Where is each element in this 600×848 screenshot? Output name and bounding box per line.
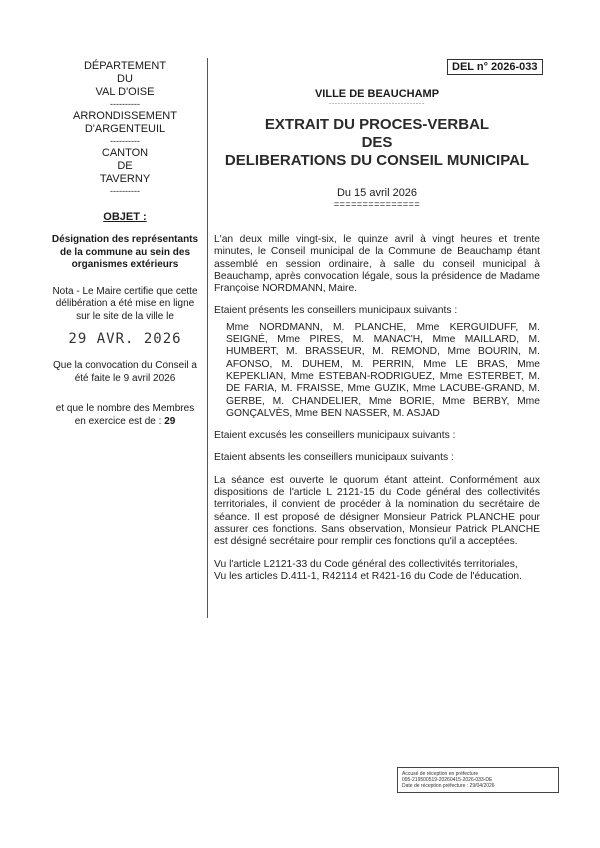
excuses-label: Etaient excusés les conseillers municipaux suivants : [214, 430, 456, 442]
left-column [50, 60, 200, 428]
presents-list: Mme NORDMANN, M. PLANCHE, Mme KERGUIDUFF, M. SEIGNÉ, Mme PIRES, M. MANAC'H, Mme MAILLARD, M. HUMBERT, M. BRASSEUR, M. REMOND, Mme BOURIN, M. AFONSO, M. DUHEM, M. PERRIN, Mme LE BRAS, Mme KEPEKLIAN, Mme ESTEBAN-RODRIGUEZ, Mme ESTERBET, M. DE FARIA, M. FRAISSE, Mme GUZIK, Mme LACUBE-GRAND, M. GERBE, M. CHANDELIER, Mme BORIE, Mme BERBY, Mme GONÇALVÈS, Mme BEN NASSER, M. ASJAD [226, 321, 540, 419]
argenteuil-label: D'ARGENTEUIL [84, 123, 166, 135]
val-doise-label: VAL D'OISE [95, 86, 155, 98]
members-text [50, 403, 200, 428]
seance-paragraph: La séance est ouverte le quorum étant atteint. Conformément aux dispositions de l'article L 2121-15 du Code général des collectivités territoriales, il convient de procéder à la nomination du secrétaire de séance. Il est proposé de désigner Monsieur Patrick PLANCHE pour assurer ces fonctions. Sans observation, Monsieur Patrick PLANCHE est désigné secrétaire pour remplir ces fonctions qu'il a acceptées. [214, 474, 540, 548]
absents-label: Etaient absents les conseillers municipaux suivants : [214, 452, 454, 464]
column-divider [207, 58, 208, 618]
ville-title: VILLE DE BEAUCHAMP [314, 88, 440, 100]
departement-label: DÉPARTEMENT [83, 60, 167, 72]
prefecture-receipt-box [397, 767, 559, 793]
convocation-text: Que la convocation du Conseil a été faite le 9 avril 2026 [53, 360, 197, 384]
receipt-line-1: Accusé de réception en préfecture [402, 771, 479, 777]
deliberation-reference: DEL n° 2026-033 [447, 59, 543, 75]
minutes-body [214, 234, 540, 583]
title-line-2: DES [361, 134, 393, 151]
intro-paragraph: L'an deux mille vingt-six, le quinze avril à vingt heures et trente minutes, le Conseil municipal de la Commune de Beauchamp étant assemblé en session ordinaire, à salle du conseil municipal à Beauchamp, après convocation légale, sous la présidence de Madame Françoise NORDMANN, Maire. [214, 234, 540, 295]
nota-text: Nota - Le Maire certifie que cette délibération a été mise en ligne sur le site de la ville le [52, 285, 198, 322]
arrondissement-label: ARRONDISSEMENT [73, 110, 177, 122]
ville-separator: -------------------------------- [329, 101, 425, 107]
members-count: 29 [164, 415, 176, 427]
receipt-line-2: 095-219500519-20260415-2026-033-DE [402, 777, 493, 783]
date-separator: =============== [333, 199, 421, 209]
receipt-line-3: Date de réception préfecture : 29/04/2026 [402, 783, 495, 789]
title-line-3: DELIBERATIONS DU CONSEIL MUNICIPAL [224, 152, 530, 169]
vu-article-1: Vu l'article L2121-33 du Code général des collectivités territoriales, [214, 558, 518, 570]
du-label: DU [117, 73, 133, 85]
vu-article-2: Vu les articles D.411-1, R42114 et R421-16 du Code de l'éducation. [214, 570, 523, 582]
separator: ---------- [110, 186, 140, 196]
members-prefix: et que le nombre des Membres en exercice est de : [55, 403, 195, 427]
title-line-1: EXTRAIT DU PROCES-VERBAL [264, 116, 490, 133]
objet-label: OBJET : [103, 211, 147, 223]
taverny-label: TAVERNY [99, 173, 151, 185]
publication-date-stamp: 29 AVR. 2026 [68, 331, 182, 347]
de-label: DE [117, 160, 133, 172]
separator: ---------- [110, 136, 140, 146]
canton-label: CANTON [101, 147, 149, 159]
session-date: Du 15 avril 2026 [336, 187, 418, 199]
document-title [214, 116, 540, 170]
separator: ---------- [110, 99, 140, 109]
objet-text: Désignation des représentants de la commune au sein des organismes extérieurs [51, 234, 199, 270]
presents-label: Etaient présents les conseillers municipaux suivants : [214, 305, 458, 317]
